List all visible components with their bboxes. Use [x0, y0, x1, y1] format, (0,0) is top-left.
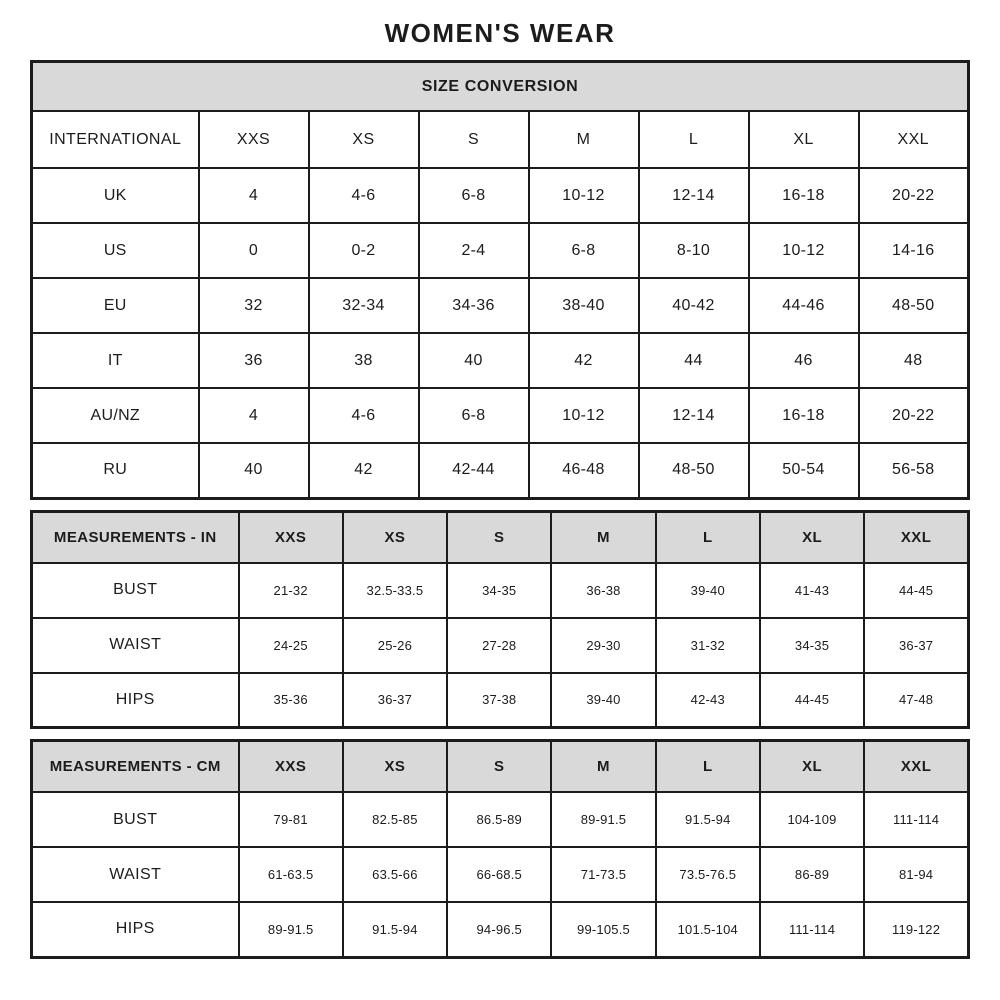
row-label-cell: UK: [32, 168, 199, 223]
value-cell: 56-58: [859, 443, 969, 498]
value-cell: 44: [639, 333, 749, 388]
column-header-cell: XL: [760, 511, 864, 563]
value-cell: 20-22: [859, 168, 969, 223]
value-cell: 10-12: [529, 388, 639, 443]
value-cell: 39-40: [551, 673, 655, 728]
column-header-cell: XXL: [864, 511, 968, 563]
value-cell: 47-48: [864, 673, 968, 728]
column-header-cell: XXS: [199, 111, 309, 168]
value-cell: 42: [529, 333, 639, 388]
table-row: [32, 333, 969, 388]
value-cell: 111-114: [760, 902, 864, 957]
value-cell: 48: [859, 333, 969, 388]
value-cell: 20-22: [859, 388, 969, 443]
value-cell: 12-14: [639, 168, 749, 223]
value-cell: 71-73.5: [551, 847, 655, 902]
size-conversion-banner: SIZE CONVERSION: [32, 62, 969, 112]
value-cell: 63.5-66: [343, 847, 447, 902]
table-row: [32, 847, 969, 902]
column-header-cell: XS: [309, 111, 419, 168]
value-cell: 81-94: [864, 847, 968, 902]
table-row: [32, 563, 969, 618]
value-cell: 35-36: [239, 673, 343, 728]
row-label-cell: IT: [32, 333, 199, 388]
value-cell: 44-45: [864, 563, 968, 618]
table-row: [32, 618, 969, 673]
value-cell: 21-32: [239, 563, 343, 618]
size-conversion-table: [30, 60, 970, 500]
table-row: [32, 902, 969, 957]
column-header-row: [32, 741, 969, 793]
value-cell: 8-10: [639, 223, 749, 278]
column-header-row: [32, 111, 969, 168]
column-header-cell: L: [639, 111, 749, 168]
table-row: [32, 168, 969, 223]
value-cell: 48-50: [859, 278, 969, 333]
measurements-cm-table: [30, 739, 970, 959]
value-cell: 94-96.5: [447, 902, 551, 957]
column-header-cell: M: [551, 741, 655, 793]
value-cell: 32-34: [309, 278, 419, 333]
table-row: [32, 223, 969, 278]
value-cell: 99-105.5: [551, 902, 655, 957]
column-header-cell: S: [447, 741, 551, 793]
row-label-cell: HIPS: [32, 902, 239, 957]
value-cell: 89-91.5: [239, 902, 343, 957]
column-header-cell: XXS: [239, 511, 343, 563]
value-cell: 119-122: [864, 902, 968, 957]
value-cell: 101.5-104: [656, 902, 760, 957]
value-cell: 29-30: [551, 618, 655, 673]
value-cell: 66-68.5: [447, 847, 551, 902]
value-cell: 41-43: [760, 563, 864, 618]
value-cell: 40-42: [639, 278, 749, 333]
value-cell: 61-63.5: [239, 847, 343, 902]
value-cell: 38-40: [529, 278, 639, 333]
value-cell: 38: [309, 333, 419, 388]
column-header-cell: L: [656, 511, 760, 563]
value-cell: 0-2: [309, 223, 419, 278]
row-label-cell: RU: [32, 443, 199, 498]
column-header-cell: S: [419, 111, 529, 168]
value-cell: 6-8: [529, 223, 639, 278]
value-cell: 34-36: [419, 278, 529, 333]
value-cell: 89-91.5: [551, 792, 655, 847]
value-cell: 34-35: [760, 618, 864, 673]
column-header-cell: S: [447, 511, 551, 563]
value-cell: 6-8: [419, 168, 529, 223]
row-label-cell: BUST: [32, 563, 239, 618]
row-label-cell: AU/NZ: [32, 388, 199, 443]
column-header-cell: XXS: [239, 741, 343, 793]
column-header-cell: XL: [749, 111, 859, 168]
row-label-cell: HIPS: [32, 673, 239, 728]
column-header-cell: XXL: [859, 111, 969, 168]
value-cell: 104-109: [760, 792, 864, 847]
table-title-cell: MEASUREMENTS - CM: [32, 741, 239, 793]
value-cell: 44-45: [760, 673, 864, 728]
column-header-row: [32, 511, 969, 563]
value-cell: 24-25: [239, 618, 343, 673]
value-cell: 4: [199, 168, 309, 223]
value-cell: 25-26: [343, 618, 447, 673]
value-cell: 16-18: [749, 388, 859, 443]
value-cell: 48-50: [639, 443, 749, 498]
row-label-cell: EU: [32, 278, 199, 333]
value-cell: 36: [199, 333, 309, 388]
value-cell: 10-12: [749, 223, 859, 278]
value-cell: 46: [749, 333, 859, 388]
value-cell: 42-43: [656, 673, 760, 728]
value-cell: 91.5-94: [343, 902, 447, 957]
value-cell: 86.5-89: [447, 792, 551, 847]
value-cell: 32: [199, 278, 309, 333]
value-cell: 91.5-94: [656, 792, 760, 847]
value-cell: 37-38: [447, 673, 551, 728]
value-cell: 14-16: [859, 223, 969, 278]
row-label-cell: WAIST: [32, 618, 239, 673]
value-cell: 4: [199, 388, 309, 443]
value-cell: 10-12: [529, 168, 639, 223]
value-cell: 4-6: [309, 168, 419, 223]
value-cell: 39-40: [656, 563, 760, 618]
page-title: WOMEN'S WEAR: [384, 18, 616, 48]
value-cell: 40: [419, 333, 529, 388]
table-title-cell: MEASUREMENTS - IN: [32, 511, 239, 563]
value-cell: 36-37: [343, 673, 447, 728]
value-cell: 2-4: [419, 223, 529, 278]
value-cell: 36-37: [864, 618, 968, 673]
value-cell: 6-8: [419, 388, 529, 443]
value-cell: 86-89: [760, 847, 864, 902]
row-label-cell: US: [32, 223, 199, 278]
column-header-cell: XXL: [864, 741, 968, 793]
value-cell: 40: [199, 443, 309, 498]
value-cell: 42-44: [419, 443, 529, 498]
size-conversion-banner-row: [32, 62, 969, 112]
column-header-cell: M: [529, 111, 639, 168]
row-label-cell: WAIST: [32, 847, 239, 902]
table-row: [32, 443, 969, 498]
column-header-cell: XS: [343, 511, 447, 563]
value-cell: 32.5-33.5: [343, 563, 447, 618]
table-title-cell: INTERNATIONAL: [32, 111, 199, 168]
value-cell: 27-28: [447, 618, 551, 673]
value-cell: 82.5-85: [343, 792, 447, 847]
table-row: [32, 388, 969, 443]
table-row: [32, 673, 969, 728]
value-cell: 50-54: [749, 443, 859, 498]
column-header-cell: XS: [343, 741, 447, 793]
value-cell: 111-114: [864, 792, 968, 847]
measurements-in-table: [30, 510, 970, 730]
value-cell: 73.5-76.5: [656, 847, 760, 902]
table-row: [32, 278, 969, 333]
value-cell: 0: [199, 223, 309, 278]
value-cell: 46-48: [529, 443, 639, 498]
value-cell: 79-81: [239, 792, 343, 847]
table-row: [32, 792, 969, 847]
column-header-cell: XL: [760, 741, 864, 793]
value-cell: 42: [309, 443, 419, 498]
value-cell: 36-38: [551, 563, 655, 618]
value-cell: 4-6: [309, 388, 419, 443]
value-cell: 44-46: [749, 278, 859, 333]
value-cell: 31-32: [656, 618, 760, 673]
row-label-cell: BUST: [32, 792, 239, 847]
value-cell: 34-35: [447, 563, 551, 618]
value-cell: 12-14: [639, 388, 749, 443]
column-header-cell: M: [551, 511, 655, 563]
column-header-cell: L: [656, 741, 760, 793]
value-cell: 16-18: [749, 168, 859, 223]
